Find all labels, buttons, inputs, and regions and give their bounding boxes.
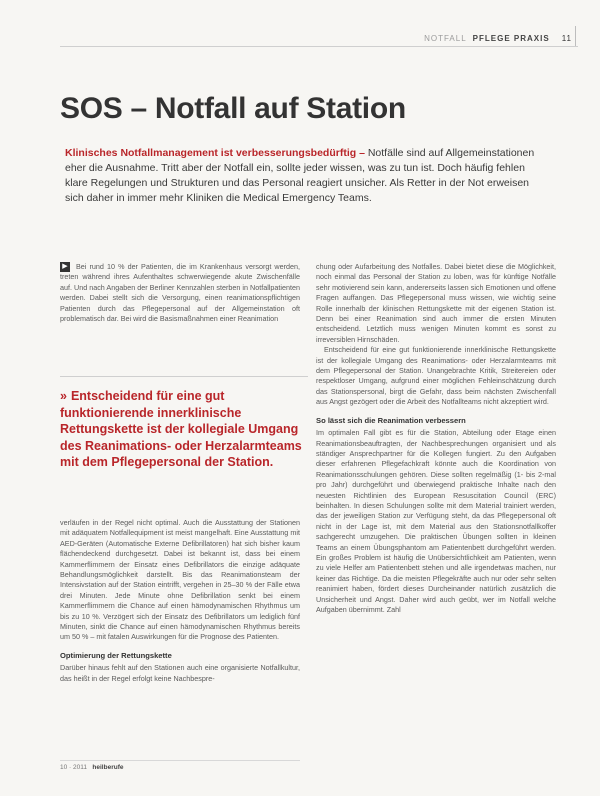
lead-text: Notfälle sind auf Allgemeinstationen eher die Ausnahme. Tritt aber der Notfall ein, sollte jeder wissen, was zu tun ist. Doch häufig fehlen klare Regelungen und Strukturen und das Personal reagiert unsicher. Als Retter in der Not erweisen sich daher in immer mehr Kliniken die Medical Emergency Teams. [65,147,535,204]
header-rule [60,46,578,47]
lead-paragraph [65,146,535,206]
footer-rule [60,760,300,761]
left-after-subhead-paragraph: Darüber hinaus fehlt auf den Stationen auch eine organisierte Notfallkultur, das heißt in der Regel erfolgt keine Nachbespre- [60,663,300,683]
publication-label: PFLEGE PRAXIS [472,34,550,43]
left-column-top [60,262,300,324]
right-paragraph-2: Entscheidend für eine gut funktionierende innerklinische Rettungskette ist der kollegiale Umgang des Reanimations- oder Herzalarmteams mit dem Pflegepersonal der Station. Unangebrachte Kritik, Streitereien oder respektloser Umgang, aufgrund einer möglichen Fehleinschätzung durch das Stationspersonal, birgt die Gefahr, dass beim nächsten Zwischenfall aus Angst gezögert oder die Arbeit des Notfallteams nicht akzeptiert wird. [316,345,556,407]
pull-quote-text: Entscheidend für eine gut funktionierende innerklinische Rettungskette ist der kollegiale Umgang des Reanimations- oder Herzalarmteams mit dem Pflegepersonal der Station. [60,389,302,469]
right-paragraph-1: chung oder Aufarbeitung des Notfalles. Dabei bietet diese die Möglichkeit, noch einmal das Personal der Station zu loben, was für künftige Notfälle sehr motivierend sein kann, andererseits lassen sich Emotionen und offene Fragen auffangen. Das Pflegepersonal muss wissen, wie wichtig seine Rolle innerhalb der klinischen Rettungskette mit der eigenen Station ist. Denn bei einer Reanimation sind auch immer die ersten Minuten entscheidend. Letztlich muss wenigen Minuten kommt es sonst zu irreversiblen Hirnschäden. [316,262,556,344]
arrow-right-icon: ▶ [60,262,70,272]
quote-rule [60,376,308,377]
left-column-bottom [60,518,300,684]
lead-dash: – [359,147,365,159]
right-after-subhead-paragraph: Im optimalen Fall gibt es für die Station, Abteilung oder Etage einen Reanimationsbeauftragten, der Nachbesprechungen organisiert und als ständiger Ansprechpartner für die Kollegen fungiert. Zu den Aufgaben dieser erfahrenen Pflegefachkraft könnte auch die Koordination von Reanimationsschulungen gehören. Diese sollten regelmäßig (1- bis 2-mal pro Jahr) durchgeführt und überwiegend praktische Inhalte nach den neuesten Richtlinien des European Resuscitation Council (ERC) beinhalten. In diesen Schulungen sollte mit dem Material trainiert werden, das der jeweiligen Station zur Verfügung steht, da das Pflegepersonal oft nicht in der Lage ist, mit dem Material aus den Stationsnotfallkoffer sachgerecht umzugehen. Die praktischen Übungen sollten in kleinen Teams an einem Übungsphantom am Patientenbett durchgeführt werden. Ein großes Problem ist häufig die Unübersichtlichkeit am Patienten, wenn zu viele Helfer am Patientenbett stehen und alle irgendetwas machen, nur keiner das Richtige. Da die meisten Pflegekräfte auch nur oder sehr selten reanimiert haben, fördert dieses Durcheinander natürlich zusätzlich die Unsicherheit und Angst. Daher wird auch geübt, wer im Notfall welche Aufgaben übernimmt. Zahl [316,428,556,614]
page-number: 11 [561,34,572,43]
pull-quote [60,388,308,471]
article-title: SOS – Notfall auf Station [60,92,406,125]
left-subheading: Optimierung der Rettungskette [60,650,172,660]
right-subheading: So lässt sich die Reanimation verbessern [316,415,466,425]
right-column [316,262,556,615]
quote-mark: » [60,389,67,403]
footer-issue: 10 · 2011 [60,764,87,771]
footer [60,764,123,771]
footer-publication: heilberufe [92,764,124,771]
running-header [424,34,572,43]
lead-highlight: Klinisches Notfallmanagement ist verbesserungsbedürftig [65,147,357,159]
left-bottom-paragraph: verläufen in der Regel nicht optimal. Auch die Ausstattung der Stationen mit adäquatem Notfallequipment ist meist mangelhaft. Eine Ausstattung mit AED-Geräten (Automatische Externe Defibrillatoren) hat sich bisher kaum flächendeckend durchgesetzt. Dabei ist bekannt ist, dass bei einem Kammerflimmern der Einsatz eines Defibrillators die einzige adäquate Behandlungsmöglichkeit darstellt. Bis das Reanimationsteam der Intensivstation auf der Station eintrifft, vergehen in 25–30 % der Fälle etwa drei Minuten. Jede Minute ohne Defibrillation senkt bei einem Kammerflimmern die Chance auf einen hämodynamischen Rhythmus um bis zu 10 %. Verzögert sich der Einsatz des Defibrillators um lediglich fünf Minuten, sinkt die Chance auf einen hämodynamischen Rhythmus bereits um 50 % – mit fatalen Auswirkungen für die Prognose des Patienten. [60,518,300,642]
corner-mark [575,26,576,46]
left-top-text: Bei rund 10 % der Patienten, die im Krankenhaus versorgt werden, treten während ihres Aufenthaltes schwerwiegende akute Zwischenfälle auf. Und nach Angaben der Berliner Kennzahlen sterben in Notfallpatienten werden. Dabei stellt sich die Versorgung, einen reanimationspflichtigen Patienten durch das Pflegepersonal auf der Allgemeinstation oft problematisch dar. Bei wird die Basismaßnahmen einer Reanimation [60,262,300,324]
section-label: NOTFALL [424,34,467,43]
